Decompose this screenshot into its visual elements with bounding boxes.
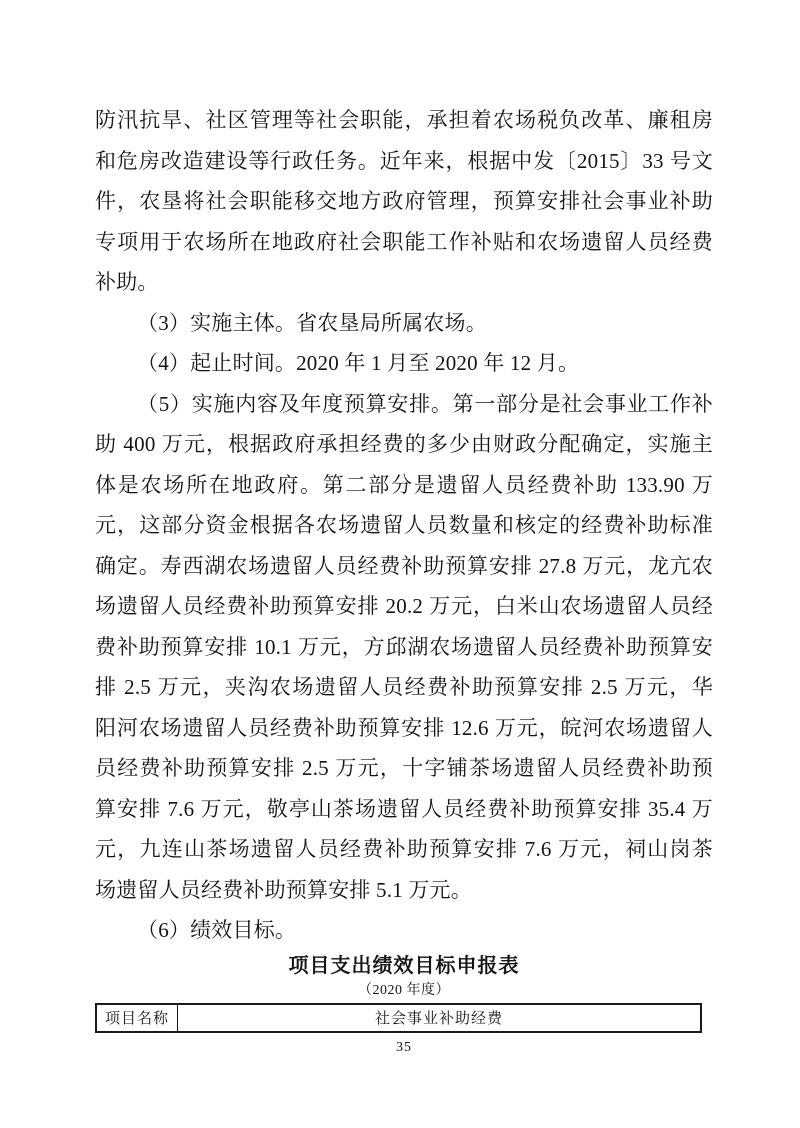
document-body	[95, 100, 713, 1056]
body-line: 助 400 万元，根据政府承担经费的多少由财政分配确定，实施主	[95, 432, 713, 456]
body-line: 员经费补助预算安排 2.5 万元，十字铺茶场遗留人员经费补助预	[95, 756, 713, 780]
body-line: 算安排 7.6 万元，敬亭山茶场遗留人员经费补助预算安排 35.4 万	[95, 796, 713, 821]
body-line-item-6: （6）绩效目标。	[137, 918, 297, 942]
page-number: 35	[396, 1039, 412, 1055]
body-line: 场遗留人员经费补助预算安排 20.2 万元，白米山农场遗留人员经	[95, 594, 713, 618]
project-name-label-cell: 项目名称	[96, 1004, 178, 1032]
body-line: 费补助预算安排 10.1 万元，方邱湖农场遗留人员经费补助预算安	[95, 634, 713, 659]
body-line: 排 2.5 万元，夹沟农场遗留人员经费补助预算安排 2.5 万元，华	[95, 675, 713, 699]
project-name-value-cell: 社会事业补助经费	[178, 1004, 702, 1032]
body-line: 专项用于农场所在地政府社会职能工作补贴和农场遗留人员经费	[95, 229, 713, 254]
body-line: 和危房改造建设等行政任务。近年来，根据中发〔2015〕33 号文	[95, 148, 713, 173]
body-line: 防汛抗旱、社区管理等社会职能，承担着农场税负改革、廉租房	[95, 108, 713, 132]
table-row	[96, 1004, 701, 1032]
body-line: 阳河农场遗留人员经费补助预算安排 12.6 万元，皖河农场遗留人	[95, 715, 713, 740]
body-line: 补助。	[95, 270, 159, 294]
body-line: 场遗留人员经费补助预算安排 5.1 万元。	[95, 877, 472, 902]
body-line: 体是农场所在地政府。第二部分是遗留人员经费补助 133.90 万	[95, 472, 713, 497]
performance-table-title: 项目支出绩效目标申报表	[288, 954, 520, 977]
body-line: 确定。寿西湖农场遗留人员经费补助预算安排 27.8 万元，龙亢农	[95, 553, 713, 578]
body-line: 元，这部分资金根据各农场遗留人员数量和核定的经费补助标准	[95, 513, 713, 537]
body-line-item-3: （3）实施主体。省农垦局所属农场。	[137, 310, 487, 335]
performance-target-table	[95, 1003, 702, 1033]
body-line-item-4: （4）起止时间。2020 年 1 月至 2020 年 12 月。	[137, 351, 580, 375]
body-line: 元，九连山茶场遗留人员经费补助预算安排 7.6 万元，祠山岗茶	[95, 837, 713, 861]
body-line-item-5: （5）实施内容及年度预算安排。第一部分是社会事业工作补	[137, 391, 713, 416]
body-line: 件，农垦将社会职能移交地方政府管理，预算安排社会事业补助	[95, 189, 713, 213]
performance-table-year: （2020 年度）	[358, 982, 450, 998]
